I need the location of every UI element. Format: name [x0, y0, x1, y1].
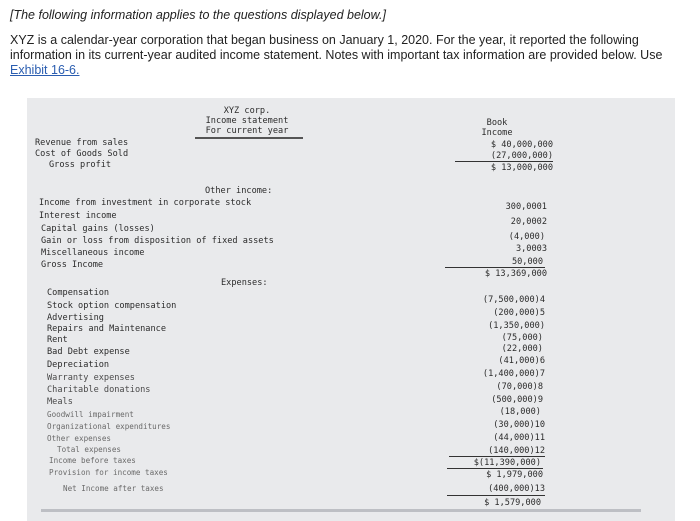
row-label-stock-option: Stock option compensation: [47, 301, 177, 311]
row-value-rent: (22,000): [501, 344, 543, 354]
row-label-advertising: Advertising: [47, 313, 104, 323]
income-statement-scan: [27, 98, 675, 521]
row-label-rent: Rent: [47, 335, 68, 345]
row-value-stock-option: (200,000)5: [493, 308, 545, 318]
row-label-charitable: Charitable donations: [47, 385, 151, 395]
row-label-repairs: Repairs and Maintenance: [47, 324, 166, 334]
misc-underline: [445, 267, 545, 268]
row-value-meals: (18,000): [499, 407, 541, 417]
row-label-investment-income: Income from investment in corporate stock: [39, 198, 252, 208]
row-value-compensation: (7,500,000)4: [482, 295, 545, 305]
row-label-net-income: Net Income after taxes: [63, 484, 164, 493]
statement-title: Income statement: [205, 116, 289, 126]
row-value-capital-gains: (4,000): [508, 232, 545, 242]
row-label-cogs: Cost of Goods Sold: [35, 149, 129, 159]
total-expenses-underline: [447, 468, 543, 469]
row-label-gross-income: Gross Income: [41, 260, 104, 270]
intro-paragraph-text: XYZ is a calendar-year corporation that began business on January 1, 2020. For the year, it reported the following information in its current-year audited income statement. Notes with important tax information are provided below. Use: [10, 33, 663, 62]
row-value-revenue: $ 40,000,000: [490, 140, 553, 150]
statement-period: For current year: [205, 126, 289, 136]
row-value-total-expenses: $(11,390,000): [473, 458, 541, 468]
row-label-other-expenses: Other expenses: [47, 434, 112, 443]
row-value-gross-income: $ 13,369,000: [484, 269, 547, 279]
column-header-income: Income: [481, 128, 513, 138]
row-label-income-before-taxes: Income before taxes: [49, 456, 136, 465]
provision-underline: [447, 495, 545, 496]
row-value-provision-taxes: (400,000)13: [488, 484, 545, 494]
row-value-goodwill: (30,000)10: [493, 420, 545, 430]
row-label-asset-disposition: Gain or loss from disposition of fixed assets: [41, 236, 274, 246]
row-value-charitable: (500,000)9: [491, 395, 543, 405]
row-value-income-before-taxes: $ 1,979,000: [486, 470, 543, 480]
header-underline: [195, 137, 303, 139]
row-value-bad-debt: (41,000)6: [498, 356, 545, 366]
expenses-heading: Expenses:: [221, 278, 268, 288]
row-label-depreciation: Depreciation: [47, 360, 110, 370]
row-label-meals: Meals: [47, 397, 73, 407]
other-income-heading: Other income:: [205, 186, 273, 196]
row-value-investment-income: 300,0001: [505, 202, 547, 212]
row-label-misc-income: Miscellaneous income: [41, 248, 145, 258]
exhibit-link[interactable]: Exhibit 16-6.: [10, 63, 80, 77]
cogs-underline: [455, 161, 553, 162]
row-value-net-income: $ 1,579,000: [484, 498, 541, 508]
row-label-gross-profit: Gross profit: [49, 160, 112, 170]
row-label-bad-debt: Bad Debt expense: [47, 347, 130, 357]
row-label-interest-income: Interest income: [39, 211, 117, 221]
row-value-repairs: (75,000): [501, 333, 543, 343]
row-value-cogs: (27,000,000): [490, 151, 553, 161]
row-value-organizational: (44,000)11: [493, 433, 545, 443]
row-value-interest-income: 20,0002: [510, 217, 547, 227]
intro-text: [10, 8, 694, 78]
row-label-provision-taxes: Provision for income taxes: [49, 468, 168, 477]
row-label-total-expenses: Total expenses: [57, 445, 122, 454]
intro-paragraph: [10, 33, 694, 78]
row-label-warranty: Warranty expenses: [47, 373, 135, 383]
intro-bracket-note: [The following information applies to the questions displayed below.]: [10, 8, 386, 22]
row-label-revenue: Revenue from sales: [35, 138, 129, 148]
other-expenses-underline: [449, 456, 545, 457]
row-value-warranty: (70,000)8: [496, 382, 543, 392]
row-value-misc-income: 50,000: [511, 257, 543, 267]
row-value-asset-disposition: 3,0003: [515, 244, 547, 254]
row-value-other-expenses: (140,000)12: [488, 446, 545, 456]
row-label-organizational: Organizational expenditures: [47, 422, 171, 431]
row-value-depreciation: (1,400,000)7: [482, 369, 545, 379]
row-label-compensation: Compensation: [47, 288, 110, 298]
row-label-capital-gains: Capital gains (losses): [41, 224, 155, 234]
row-value-gross-profit: $ 13,000,000: [490, 163, 553, 173]
statement-company: XYZ corp.: [223, 106, 271, 116]
row-value-advertising: (1,350,000): [488, 321, 545, 331]
page-bottom-rule: [41, 509, 641, 512]
column-header-book: Book: [486, 118, 508, 128]
row-label-goodwill: Goodwill impairment: [47, 410, 134, 419]
